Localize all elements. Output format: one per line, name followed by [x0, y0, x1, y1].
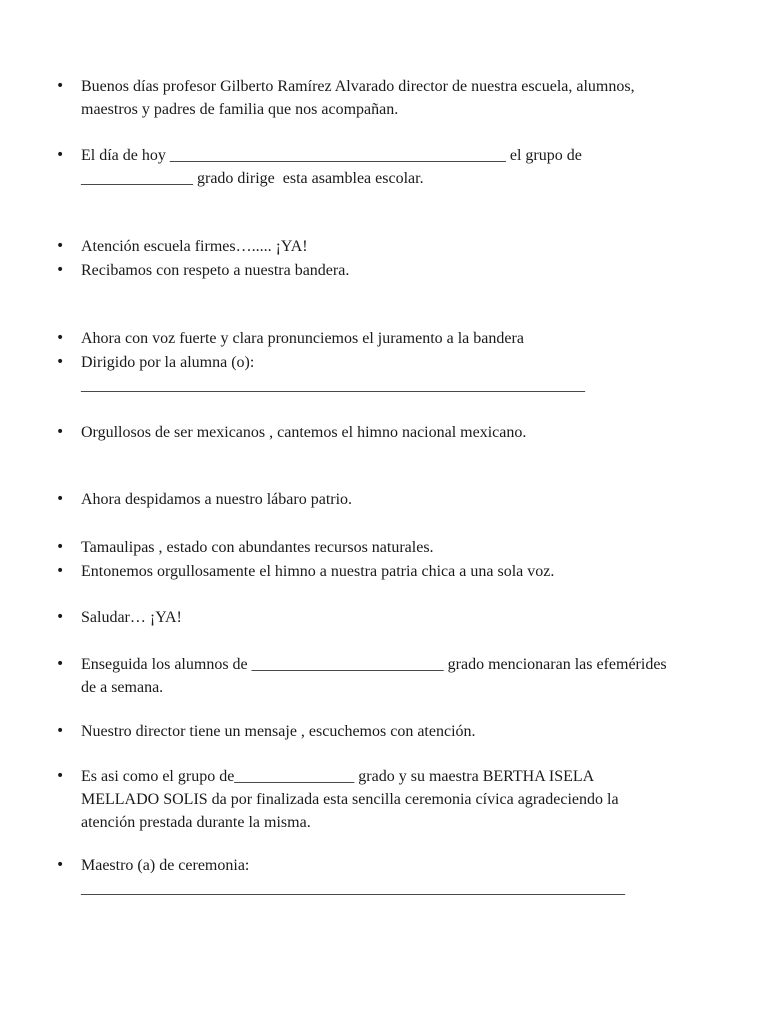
- list-item: • Ahora despidamos a nuestro lábaro patrio.: [81, 488, 741, 511]
- list-item: • Saludar… ¡YA!: [81, 606, 741, 629]
- list-item: • Enseguida los alumnos de ________________________ grado mencionaran las efemérides de a semana.: [81, 653, 741, 699]
- list-item: • Es asi como el grupo de_______________ grado y su maestra BERTHA ISELA MELLADO SOLIS da por finalizada esta sencilla ceremonia cívica agradeciendo la atención prestada durante la misma.: [81, 765, 741, 834]
- list-item: • Recibamos con respeto a nuestra bandera.: [81, 259, 741, 282]
- list-item: • Maestro (a) de ceremonia: ____________________________________________________________________: [81, 854, 741, 900]
- list-item: • Entonemos orgullosamente el himno a nuestra patria chica a una sola voz.: [81, 560, 741, 583]
- list-item: • Tamaulipas , estado con abundantes recursos naturales.: [81, 536, 741, 559]
- list-item: • Orgullosos de ser mexicanos , cantemos el himno nacional mexicano.: [81, 421, 741, 444]
- list-item: • Atención escuela firmes…..... ¡YA!: [81, 235, 741, 258]
- list-item: • El día de hoy __________________________________________ el grupo de ______________ grado dirige esta asamblea escolar.: [81, 144, 741, 190]
- list-item: • Ahora con voz fuerte y clara pronunciemos el juramento a la bandera: [81, 327, 741, 350]
- list-item: • Buenos días profesor Gilberto Ramírez Alvarado director de nuestra escuela, alumnos, maestros y padres de familia que nos acompañan.: [81, 75, 741, 121]
- list-item: • Dirigido por la alumna (o): _______________________________________________________________: [81, 351, 741, 397]
- list-item: • Nuestro director tiene un mensaje , escuchemos con atención.: [81, 720, 741, 743]
